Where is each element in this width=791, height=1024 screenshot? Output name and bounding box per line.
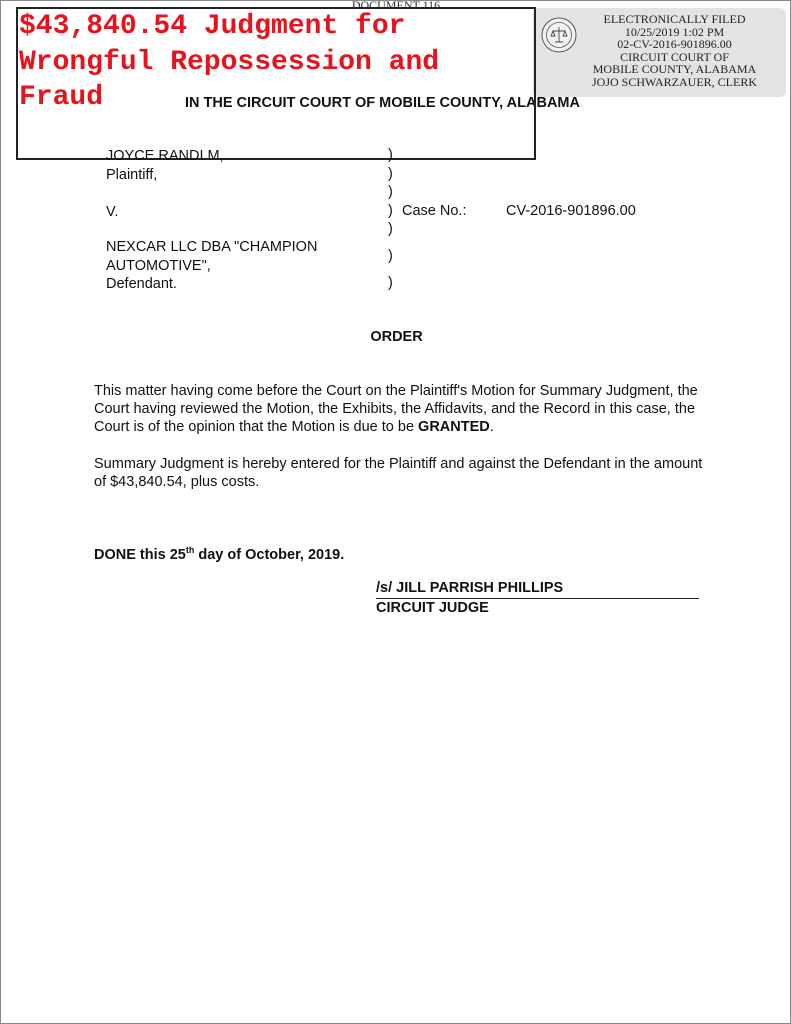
caption-paren: ) <box>388 275 393 291</box>
versus-label: V. <box>106 204 119 220</box>
case-number-label: Case No.: <box>402 203 467 219</box>
headline: $43,840.54 Judgment for Wrongful Repossession and Fraud <box>19 11 440 113</box>
caption-paren: ) <box>388 147 393 163</box>
caption-paren: ) <box>388 184 393 200</box>
caption-paren: ) <box>388 248 393 264</box>
stamp-line: 02-CV-2016-901896.00 <box>617 37 732 51</box>
document-number: DOCUMENT 116 <box>351 0 441 12</box>
order-title: ORDER <box>370 329 423 345</box>
done-prefix: DONE this 25 <box>94 546 186 563</box>
caption-paren: ) <box>388 203 393 219</box>
order-paragraph-1 <box>94 382 704 436</box>
order-paragraph-2: Summary Judgment is hereby entered for the Plaintiff and against the Defendant in the amount of $43,840.54, plus costs. <box>94 456 703 490</box>
granted-emphasis: GRANTED <box>418 419 490 435</box>
paragraph-1-text: This matter having come before the Court on the Plaintiff's Motion for Summary Judgment, the Court having reviewed the Motion, the Exhibits, the Affidavits, and the Record in this case, the Court is of the opinion that the Motion is due to be <box>94 383 698 435</box>
plaintiff-role: Plaintiff, <box>106 167 158 183</box>
done-date-line <box>94 545 344 563</box>
plaintiff-name: JOYCE RANDI M, <box>106 148 224 164</box>
paragraph-1-end: . <box>489 419 494 435</box>
stamp-line: JOJO SCHWARZAUER, CLERK <box>591 74 757 89</box>
filing-stamp-text <box>563 13 786 88</box>
case-number: CV-2016-901896.00 <box>506 203 636 219</box>
caption-paren: ) <box>388 221 393 237</box>
defendant-name-line1: NEXCAR LLC DBA "CHAMPION <box>106 239 318 255</box>
filing-stamp <box>533 8 786 97</box>
signature-line <box>376 598 699 599</box>
court-name: IN THE CIRCUIT COURT OF MOBILE COUNTY, ALABAMA <box>185 95 580 111</box>
done-suffix: day of October, 2019. <box>194 546 345 563</box>
defendant-role: Defendant. <box>106 276 177 292</box>
stamp-line: 10/25/2019 1:02 PM <box>624 24 725 39</box>
stamp-line: ELECTRONICALLY FILED <box>603 12 746 26</box>
stamp-line: CIRCUIT COURT OF <box>620 49 729 64</box>
judge-signature: /s/ JILL PARRISH PHILLIPS <box>376 580 564 596</box>
caption-paren: ) <box>388 166 393 182</box>
done-superscript: th <box>185 545 195 555</box>
defendant-name-line2: AUTOMOTIVE", <box>106 258 211 274</box>
judge-title: CIRCUIT JUDGE <box>376 600 489 616</box>
stamp-line: MOBILE COUNTY, ALABAMA <box>592 62 757 76</box>
